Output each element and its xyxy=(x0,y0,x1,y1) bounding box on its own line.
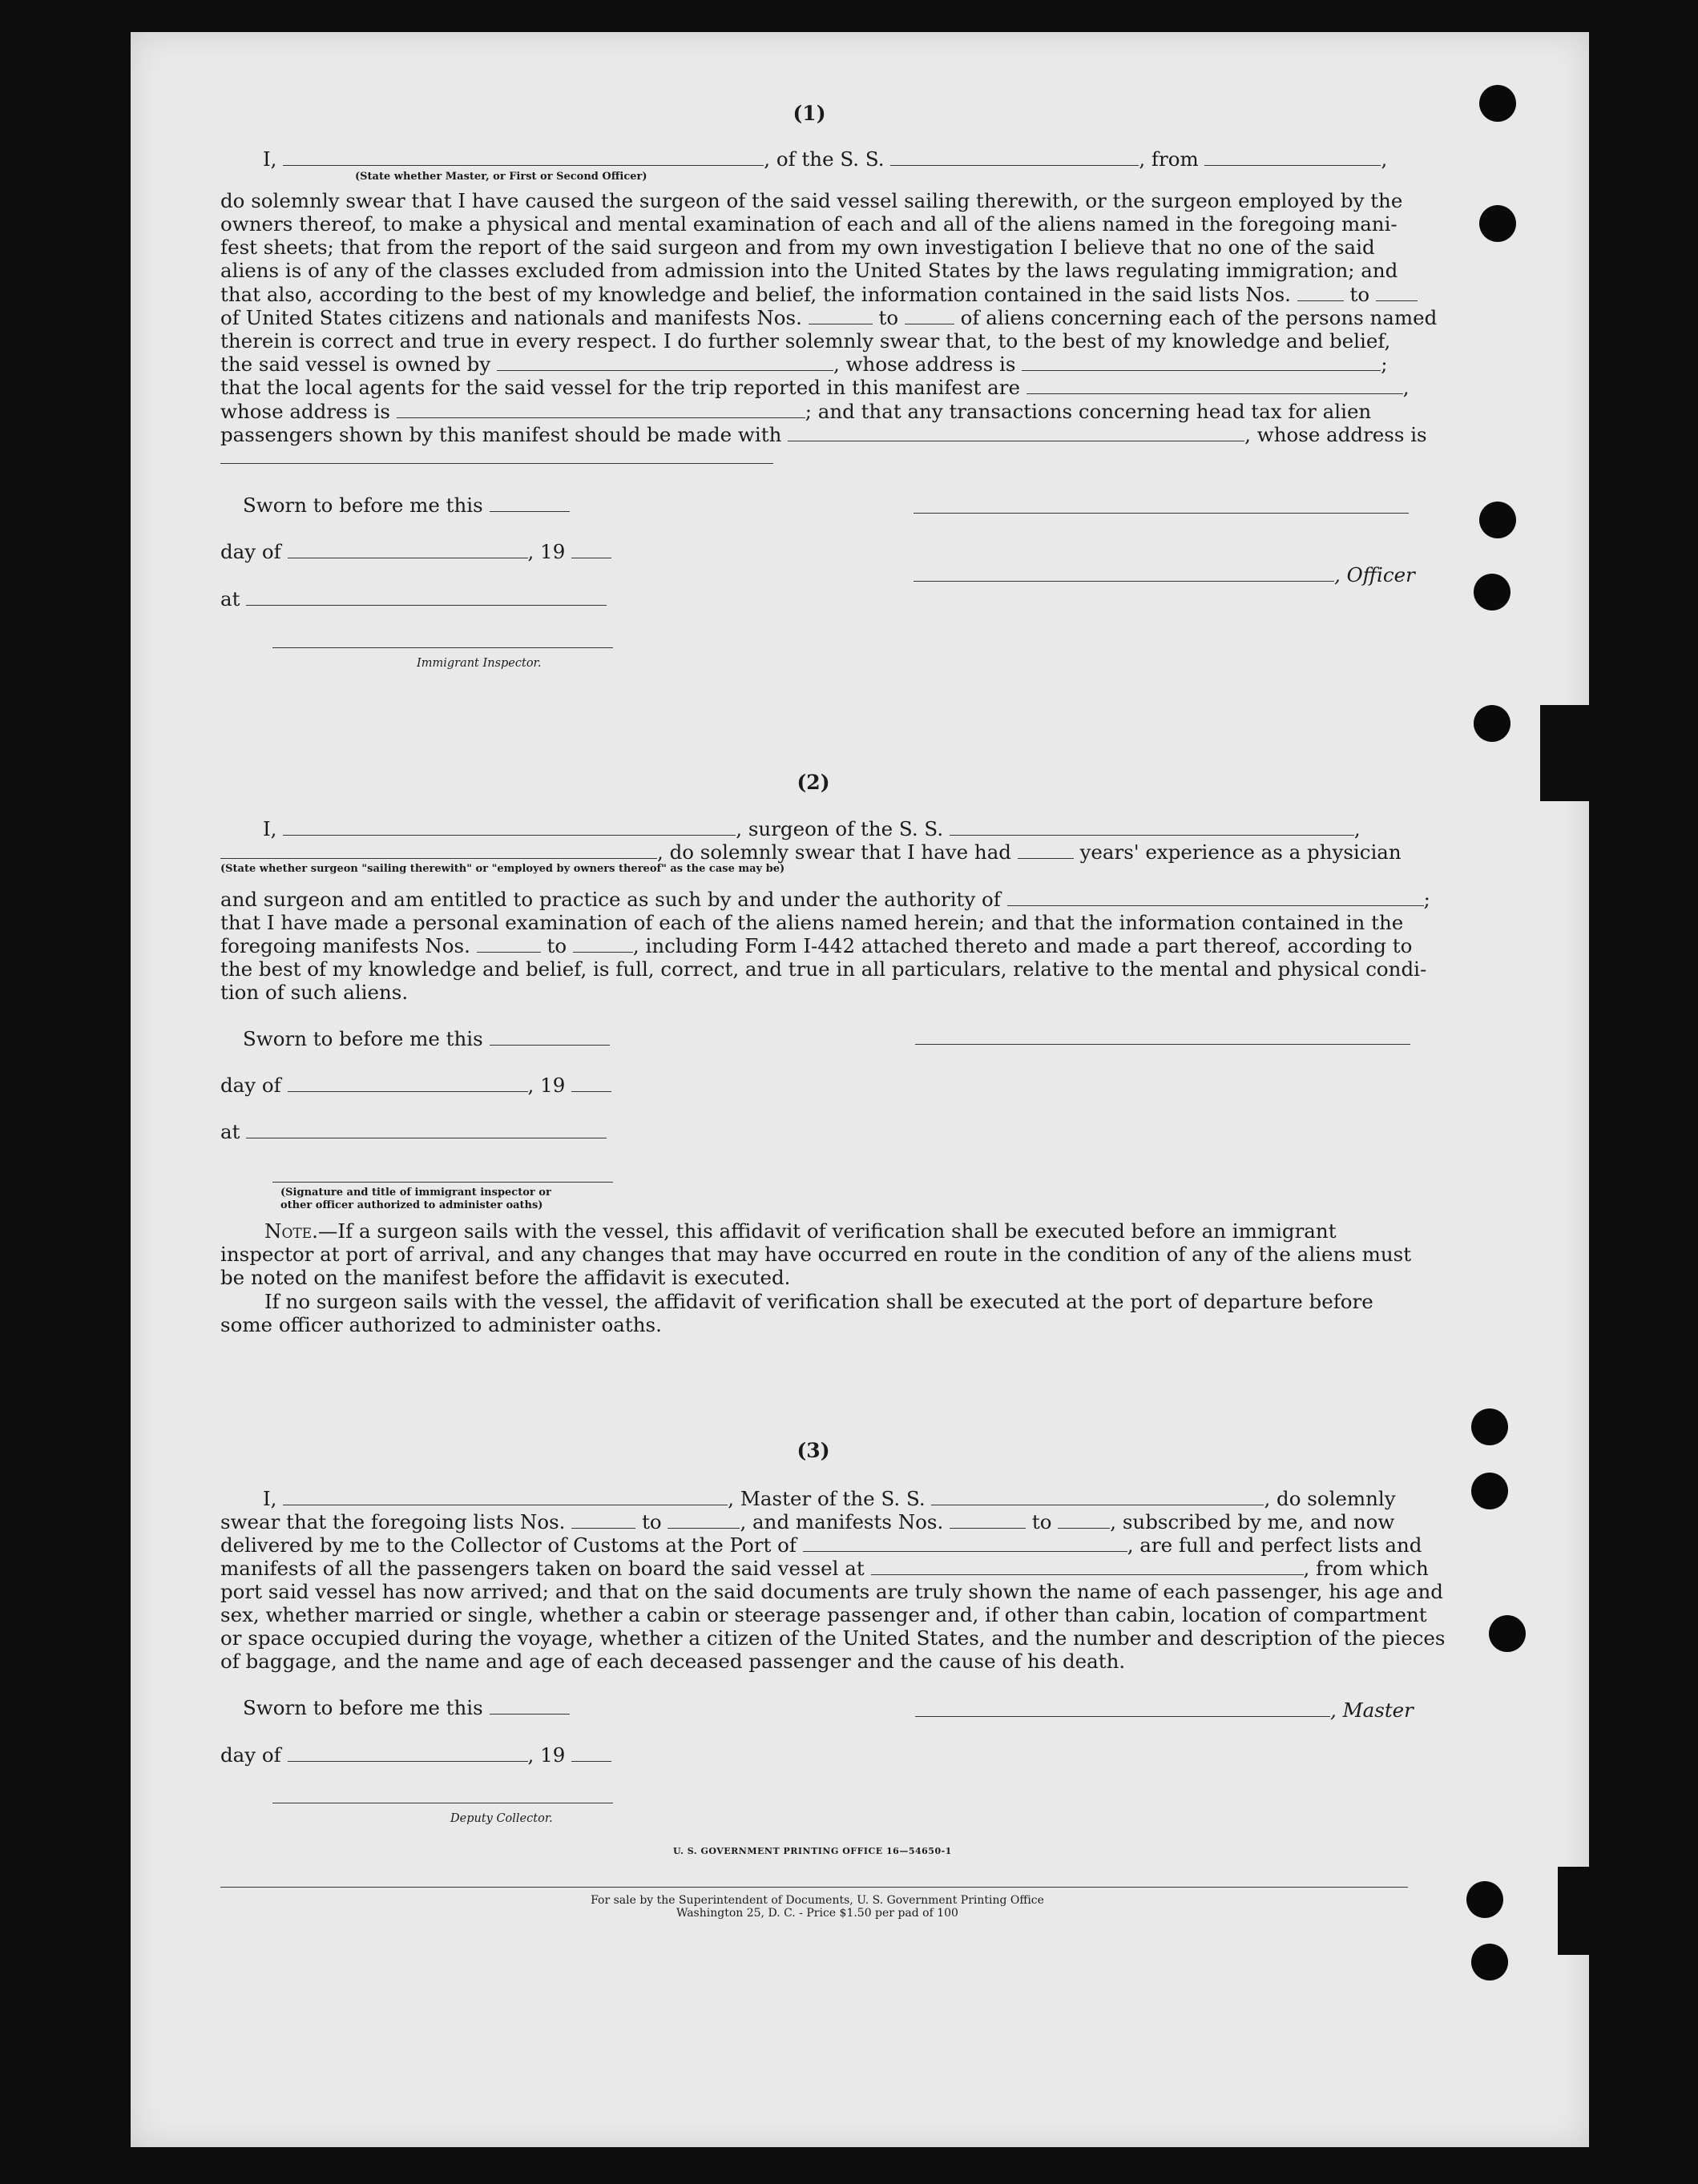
month-field[interactable] xyxy=(288,1075,528,1092)
body-line: fest sheets; that from the report of the said surgeon and from my own investigation I believe that no one of the said xyxy=(220,236,1375,259)
body-line: owners thereof, to make a physical and mental examination of each and all of the aliens named in the foregoing mani- xyxy=(220,212,1398,236)
section-number: (2) xyxy=(797,771,830,794)
punch-hole-icon xyxy=(1479,85,1516,122)
surgeon-note: (State whether surgeon "sailing therewith" or "employed by owners thereof" as the case may be) xyxy=(220,863,785,875)
footer-note: For sale by the Superintendent of Documents, U. S. Government Printing Office xyxy=(591,1894,1044,1907)
body-line: of United States citizens and nationals and manifests Nos. to of aliens concerning each of the persons named xyxy=(220,306,1438,329)
note-line: Note.—If a surgeon sails with the vessel, this affidavit of verification shall be executed before an immigrant xyxy=(264,1219,1337,1243)
deputy-label: Deputy Collector. xyxy=(450,1812,553,1825)
oath-line: I, , surgeon of the S. S. , xyxy=(263,817,1361,840)
footer-rule xyxy=(220,1887,1408,1888)
section-number: (1) xyxy=(793,102,826,125)
month-field[interactable] xyxy=(288,542,528,558)
owner-field[interactable] xyxy=(497,354,833,371)
owner-address-field[interactable] xyxy=(1022,354,1381,371)
vessel-name-field[interactable] xyxy=(931,1489,1264,1505)
punch-hole-icon xyxy=(1474,705,1510,742)
month-field[interactable] xyxy=(288,1745,528,1762)
printer-imprint: U. S. GOVERNMENT PRINTING OFFICE 16—54650-1 xyxy=(673,1846,952,1856)
body-line: sex, whether married or single, whether a cabin or steerage passenger and, if other than cabin, location of compartment xyxy=(220,1603,1427,1626)
punch-hole-icon xyxy=(1471,1944,1508,1981)
year-field[interactable] xyxy=(571,1745,611,1762)
sworn-date-field[interactable] xyxy=(490,1029,610,1046)
place-field[interactable] xyxy=(246,1122,607,1138)
officer-note: (State whether Master, or First or Second Officer) xyxy=(355,171,647,183)
sworn-line: Sworn to before me this xyxy=(243,494,570,517)
vessel-name-field[interactable] xyxy=(950,819,1354,836)
punch-hole-icon xyxy=(1489,1615,1526,1652)
body-line: do solemnly swear that I have caused the surgeon of the said vessel sailing therewith, or the surgeon employed by the xyxy=(220,189,1403,212)
note-line: If no surgeon sails with the vessel, the affidavit of verification shall be executed at the port of departure before xyxy=(264,1290,1373,1313)
officer-line: , Officer xyxy=(914,563,1415,586)
inspector-signature-line[interactable] xyxy=(272,647,613,648)
master-signature-field[interactable] xyxy=(915,1700,1330,1717)
body-line: of baggage, and the name and age of each deceased passenger and the cause of his death. xyxy=(220,1650,1126,1673)
torn-edge xyxy=(1558,1867,1589,1955)
sworn-line: Sworn to before me this xyxy=(243,1027,610,1050)
officer-name-field[interactable] xyxy=(283,149,764,166)
oath-line: , do solemnly swear that I have had years' experience as a physician xyxy=(220,840,1402,864)
boarding-port-field[interactable] xyxy=(871,1558,1304,1575)
place-field[interactable] xyxy=(246,589,607,606)
body-line: therein is correct and true in every respect. I do further solemnly swear that, to the best of my knowledge and belief, xyxy=(220,329,1391,353)
punch-hole-icon xyxy=(1471,1473,1508,1509)
section-number: (3) xyxy=(797,1439,830,1462)
day-of-line: day of , 19 xyxy=(220,540,611,563)
manifests-to-field[interactable] xyxy=(573,936,633,953)
oath-line: I, , of the S. S. , from , xyxy=(263,147,1388,171)
body-line: the said vessel is owned by , whose address is ; xyxy=(220,353,1388,376)
punch-hole-icon xyxy=(1474,574,1510,610)
manifests-from-field[interactable] xyxy=(950,1512,1026,1529)
body-line: port said vessel has now arrived; and that on the said documents are truly shown the name of each passenger, his age and xyxy=(220,1580,1443,1603)
sworn-date-field[interactable] xyxy=(490,1698,570,1715)
note-line: inspector at port of arrival, and any changes that may have occurred en route in the condition of any of the aliens must xyxy=(220,1243,1412,1266)
at-line: at xyxy=(220,587,607,610)
at-line: at xyxy=(220,1120,607,1143)
authority-field[interactable] xyxy=(1007,889,1424,906)
torn-edge xyxy=(1540,705,1589,801)
body-line: that I have made a personal examination of each of the aliens named herein; and that the information contained in the xyxy=(220,911,1404,934)
departure-port-field[interactable] xyxy=(1204,149,1381,166)
lists-from-field[interactable] xyxy=(571,1512,635,1529)
body-line: manifests of all the passengers taken on board the said vessel at , from which xyxy=(220,1557,1429,1580)
body-line: swear that the foregoing lists Nos. to , and manifests Nos. to , subscribed by me, and now xyxy=(220,1510,1395,1533)
surgeon-type-field[interactable] xyxy=(220,842,657,859)
signature-note: other officer authorized to administer oaths) xyxy=(280,1199,543,1211)
punch-hole-icon xyxy=(1479,502,1516,538)
inspector-signature-line[interactable] xyxy=(272,1182,613,1183)
body-line: the best of my knowledge and belief, is full, correct, and true in all particulars, relative to the mental and physical condi- xyxy=(220,957,1427,981)
master-name-field[interactable] xyxy=(283,1489,728,1505)
body-line: that also, according to the best of my knowledge and belief, the information contained in the said lists Nos. to xyxy=(220,283,1418,306)
lists-to-field[interactable] xyxy=(1376,284,1418,301)
years-experience-field[interactable] xyxy=(1018,842,1074,859)
surgeon-name-field[interactable] xyxy=(283,819,736,836)
body-line: that the local agents for the said vessel for the trip reported in this manifest are , xyxy=(220,376,1410,399)
day-of-line: day of , 19 xyxy=(220,1743,611,1767)
note-label: Note. xyxy=(264,1219,318,1243)
body-line: delivered by me to the Collector of Customs at the Port of , are full and perfect lists and xyxy=(220,1533,1422,1557)
note-line: some officer authorized to administer oaths. xyxy=(220,1313,662,1336)
body-line: whose address is ; and that any transactions concerning head tax for alien xyxy=(220,400,1372,423)
head-tax-contact-field[interactable] xyxy=(788,425,1244,441)
punch-hole-icon xyxy=(1479,205,1516,242)
punch-hole-icon xyxy=(1466,1881,1503,1918)
body-line: tion of such aliens. xyxy=(220,981,409,1004)
manifests-from-field[interactable] xyxy=(477,936,541,953)
body-line: foregoing manifests Nos. to , including Form I-442 attached thereto and made a part thereof, according to xyxy=(220,934,1413,957)
year-field[interactable] xyxy=(571,542,611,558)
sworn-line: Sworn to before me this xyxy=(243,1696,570,1719)
body-line: or space occupied during the voyage, whether a citizen of the United States, and the number and description of the pieces xyxy=(220,1626,1446,1650)
manifests-from-field[interactable] xyxy=(809,308,873,324)
master-line: , Master xyxy=(915,1698,1414,1722)
vessel-name-field[interactable] xyxy=(890,149,1139,166)
note-line: be noted on the manifest before the affidavit is executed. xyxy=(220,1266,791,1289)
oath-line: I, , Master of the S. S. , do solemnly xyxy=(263,1487,1396,1510)
footer-note: Washington 25, D. C. - Price $1.50 per pad of 100 xyxy=(676,1907,958,1920)
address-continuation-line[interactable] xyxy=(220,463,773,464)
year-field[interactable] xyxy=(571,1075,611,1092)
lists-from-field[interactable] xyxy=(1297,284,1344,301)
officer-signature-line[interactable] xyxy=(914,513,1409,514)
arrival-port-field[interactable] xyxy=(803,1535,1127,1552)
body-line: aliens is of any of the classes excluded from admission into the United States by the laws regulating immigration; and xyxy=(220,259,1398,282)
local-agents-field[interactable] xyxy=(1026,377,1403,394)
manifests-to-field[interactable] xyxy=(1058,1512,1110,1529)
body-line: and surgeon and am entitled to practice as such by and under the authority of ; xyxy=(220,888,1430,911)
inspector-label: Immigrant Inspector. xyxy=(417,657,542,670)
signature-note: (Signature and title of immigrant inspector or xyxy=(280,1187,551,1199)
surgeon-signature-line[interactable] xyxy=(915,1044,1410,1045)
officer-signature-field[interactable] xyxy=(914,565,1334,582)
lists-to-field[interactable] xyxy=(668,1512,740,1529)
punch-hole-icon xyxy=(1471,1408,1508,1445)
day-of-line: day of , 19 xyxy=(220,1074,611,1097)
manifests-to-field[interactable] xyxy=(905,308,954,324)
agents-address-field[interactable] xyxy=(397,401,805,418)
sworn-date-field[interactable] xyxy=(490,495,570,512)
body-line: passengers shown by this manifest should be made with , whose address is xyxy=(220,423,1427,446)
